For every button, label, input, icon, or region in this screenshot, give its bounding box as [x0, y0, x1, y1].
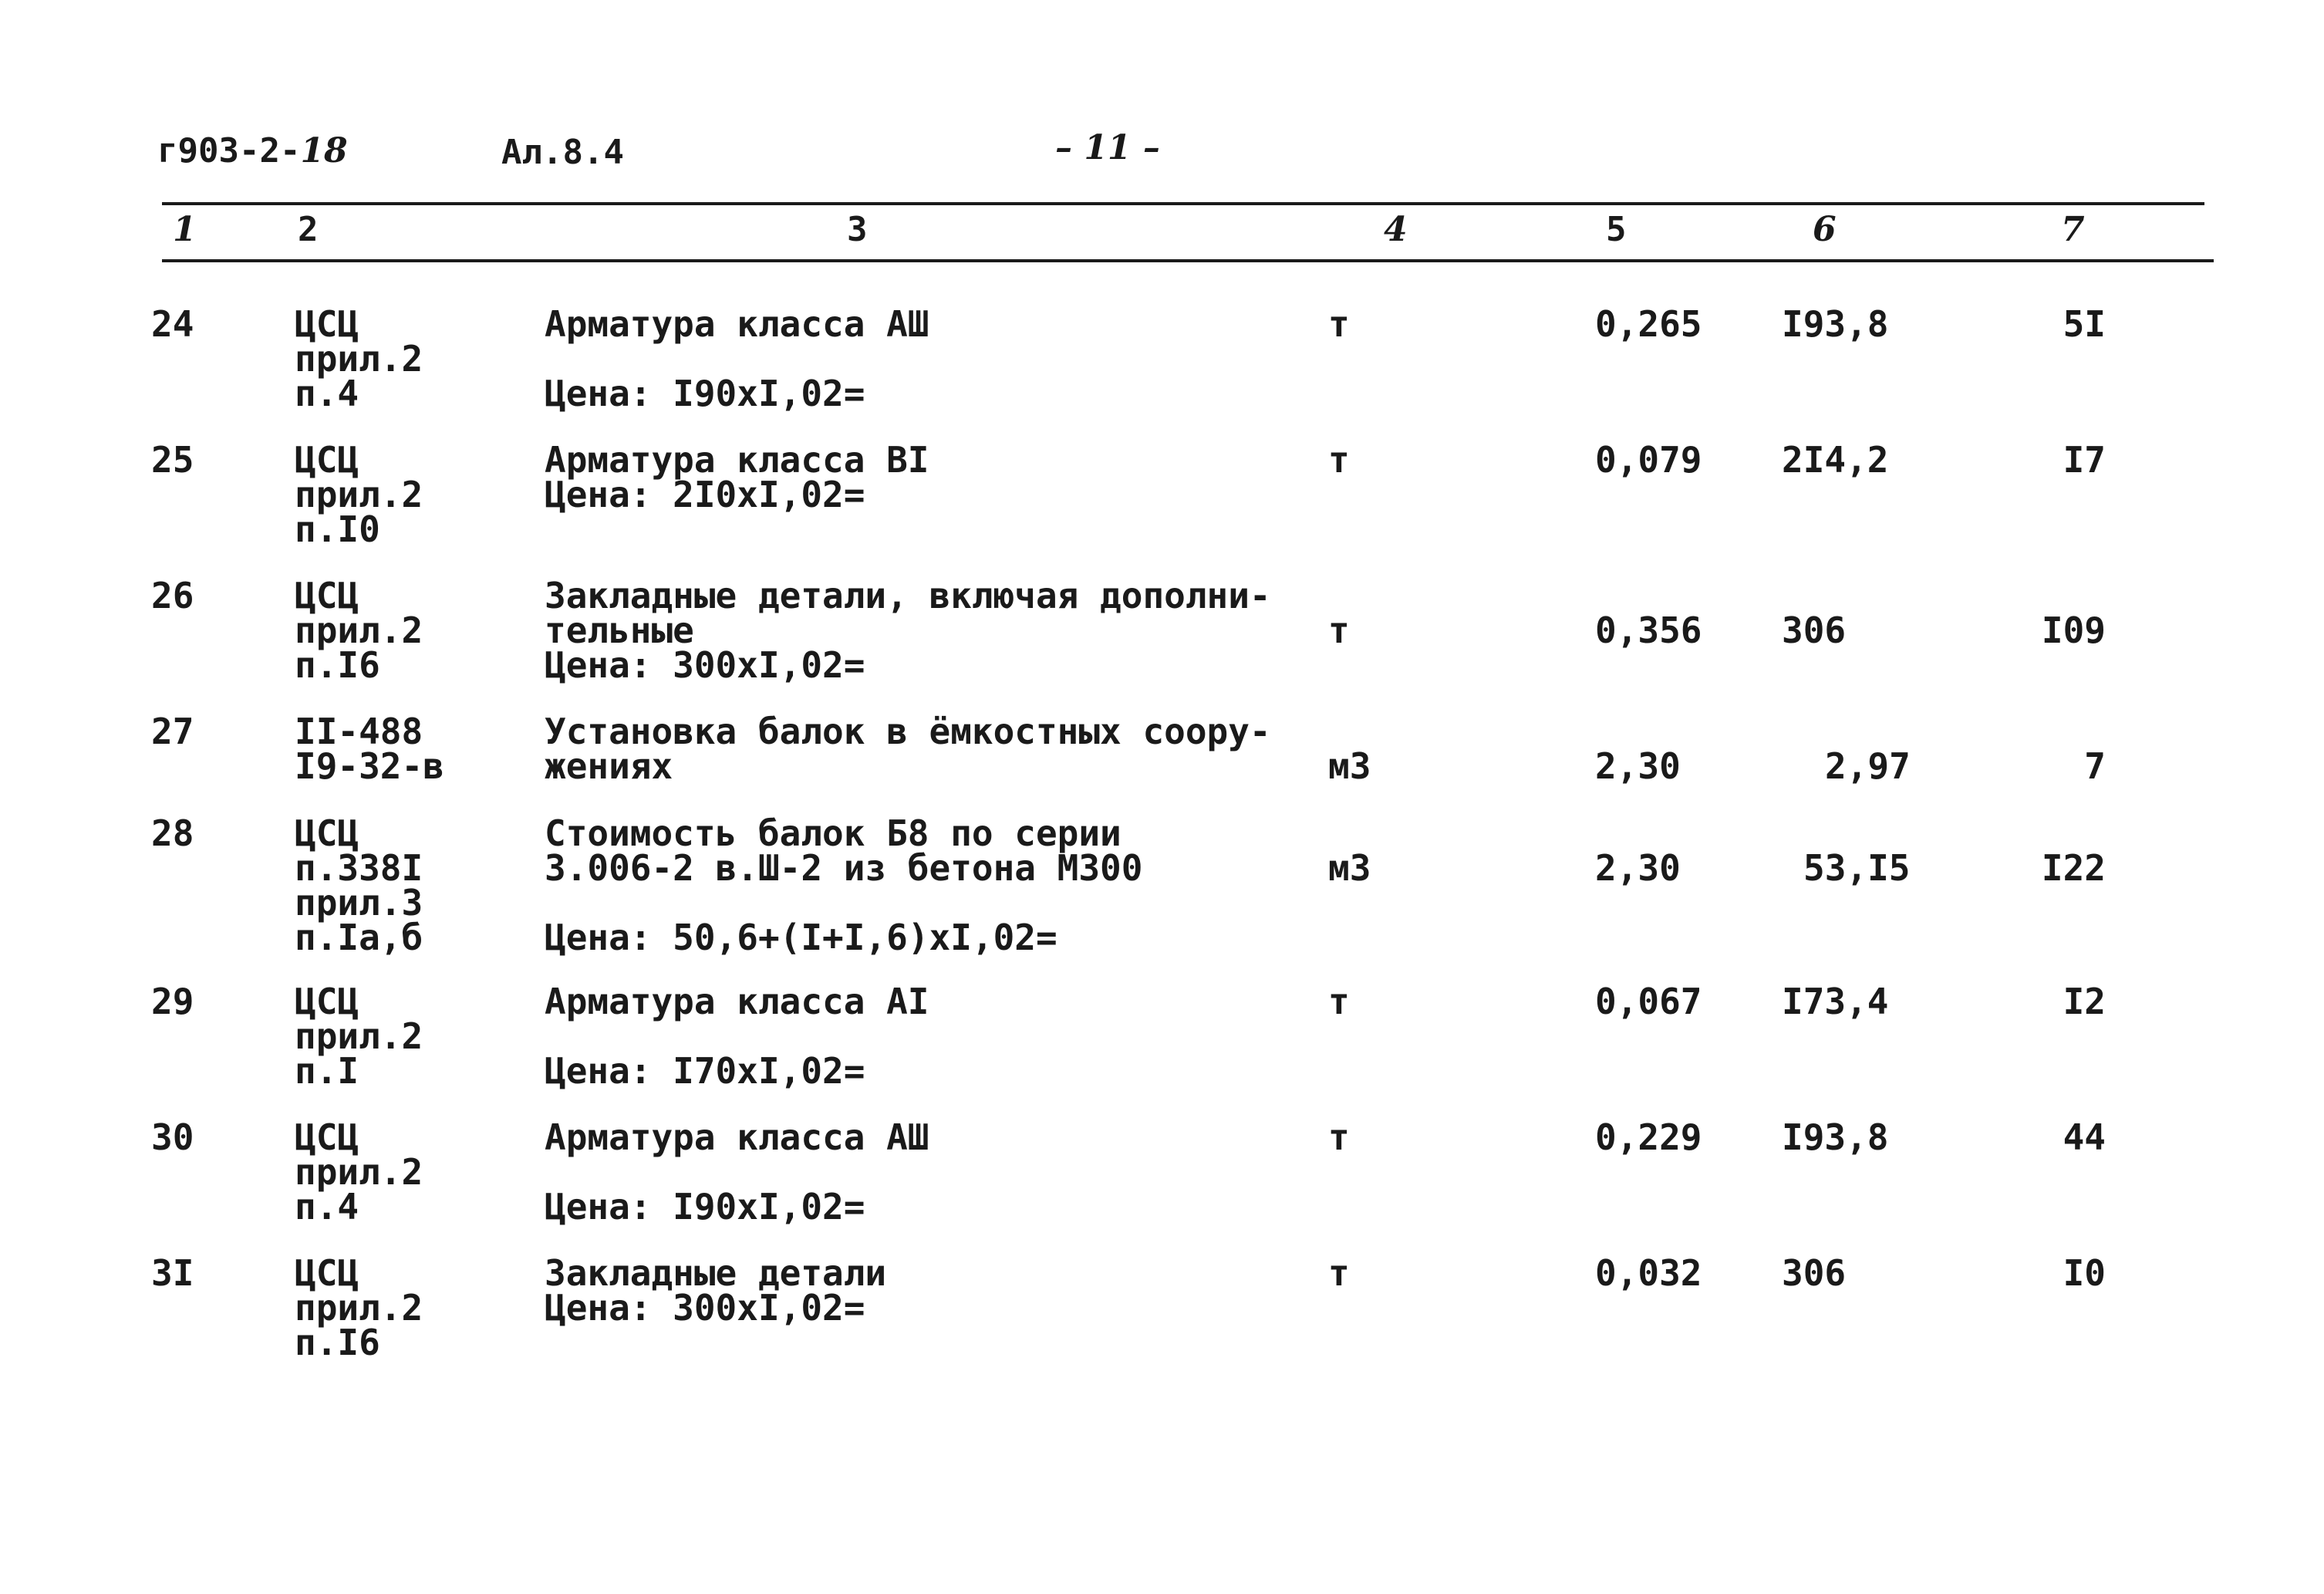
- column-number-6: 6: [1813, 210, 1837, 249]
- column-number-7: 7: [2061, 210, 2085, 249]
- row-number: 29: [151, 981, 194, 1022]
- row-unit: т: [1328, 303, 1350, 345]
- price-formula: Цена: I90xI,02=: [545, 1186, 865, 1228]
- column-number-3: 3: [847, 210, 868, 249]
- row-total: 7: [2084, 745, 2106, 787]
- row-reference: ЦСЦ прил.2 п.I6: [295, 575, 423, 686]
- row-reference: ЦСЦ прил.2 п.4: [295, 303, 423, 414]
- row-unit: м3: [1328, 745, 1371, 787]
- column-number-4: 4: [1384, 210, 1408, 249]
- row-reference: ЦСЦ прил.2 п.I: [295, 981, 423, 1092]
- row-reference: ЦСЦ прил.2 п.4: [295, 1116, 423, 1228]
- row-total: 5I: [2063, 303, 2106, 345]
- row-description: Закладные детали Цена: 300xI,02=: [545, 1252, 887, 1329]
- row-unit: т: [1328, 1252, 1350, 1294]
- row-description: Установка балок в ёмкостных соору- жениях: [545, 711, 1271, 787]
- row-number: 25: [151, 439, 194, 481]
- header-top-rule: [162, 202, 2204, 205]
- row-quantity: 0,032: [1595, 1252, 1702, 1294]
- row-total: I2: [2063, 981, 2106, 1022]
- row-unit-price: I93,8: [1782, 1116, 1889, 1158]
- row-number: 30: [151, 1116, 194, 1158]
- row-unit: т: [1328, 439, 1350, 481]
- row-description: Арматура класса АШ Цена: I90xI,02=: [545, 1116, 929, 1228]
- row-reference: ЦСЦ прил.2 п.I6: [295, 1252, 423, 1363]
- price-formula: Цена: 50,6+(I+I,6)xI,02=: [545, 917, 1057, 958]
- price-formula: Цена: I70xI,02=: [545, 1050, 865, 1092]
- row-description: Арматура класса АШ Цена: I90xI,02=: [545, 303, 929, 414]
- row-description: Арматура класса ВI Цена: 2I0xI,02=: [545, 439, 929, 515]
- row-description: Стоимость балок Б8 по серии 3.006-2 в.Ш-2 из бетона М300 Цена: 50,6+(I+I,6)xI,02=: [545, 812, 1143, 958]
- price-formula: Цена: 300xI,02=: [545, 1287, 865, 1329]
- row-total: I7: [2063, 439, 2106, 481]
- header-bottom-rule: [162, 259, 2214, 262]
- row-number: 3I: [151, 1252, 194, 1294]
- price-formula: Цена: I90xI,02=: [545, 373, 865, 414]
- row-description: Закладные детали, включая дополни- тельные Цена: 300xI,02=: [545, 575, 1271, 686]
- document-code-handwritten: 18: [300, 131, 348, 171]
- document-code: [157, 131, 348, 171]
- column-number-5: 5: [1606, 210, 1627, 249]
- page-number: – 11 –: [1055, 128, 1160, 167]
- row-total: I22: [2041, 847, 2106, 889]
- price-formula: Цена: 300xI,02=: [545, 644, 865, 686]
- column-number-1: 1: [173, 210, 197, 249]
- row-number: 24: [151, 303, 194, 345]
- row-quantity: 2,30: [1595, 847, 1681, 889]
- row-reference: ЦСЦ прил.2 п.I0: [295, 439, 423, 550]
- row-unit-price: 53,I5: [1803, 847, 1911, 889]
- row-quantity: 2,30: [1595, 745, 1681, 787]
- row-reference: ЦСЦ п.338I прил.3 п.Ia,б: [295, 812, 423, 958]
- row-number: 27: [151, 711, 194, 752]
- row-number: 26: [151, 575, 194, 616]
- row-quantity: 0,356: [1595, 610, 1702, 651]
- album-number: Ал.8.4: [501, 133, 624, 172]
- row-unit-price: 306: [1782, 1252, 1847, 1294]
- row-unit-price: 2I4,2: [1782, 439, 1889, 481]
- row-quantity: 0,229: [1595, 1116, 1702, 1158]
- row-unit: т: [1328, 1116, 1350, 1158]
- row-total: I09: [2041, 610, 2106, 651]
- row-unit-price: 306: [1782, 610, 1847, 651]
- row-total: I0: [2063, 1252, 2106, 1294]
- column-number-2: 2: [298, 210, 319, 249]
- row-unit: т: [1328, 981, 1350, 1022]
- row-reference: II-488 I9-32-в: [295, 711, 444, 787]
- row-quantity: 0,265: [1595, 303, 1702, 345]
- document-code-prefix: г903-2-: [157, 131, 301, 171]
- row-unit: м3: [1328, 847, 1371, 889]
- row-unit-price: I93,8: [1782, 303, 1889, 345]
- row-description: Арматура класса АI Цена: I70xI,02=: [545, 981, 929, 1092]
- row-unit-price: 2,97: [1825, 745, 1911, 787]
- row-number: 28: [151, 812, 194, 854]
- row-quantity: 0,067: [1595, 981, 1702, 1022]
- row-total: 44: [2063, 1116, 2106, 1158]
- row-unit: т: [1328, 610, 1350, 651]
- row-quantity: 0,079: [1595, 439, 1702, 481]
- row-unit-price: I73,4: [1782, 981, 1889, 1022]
- price-formula: Цена: 2I0xI,02=: [545, 474, 865, 515]
